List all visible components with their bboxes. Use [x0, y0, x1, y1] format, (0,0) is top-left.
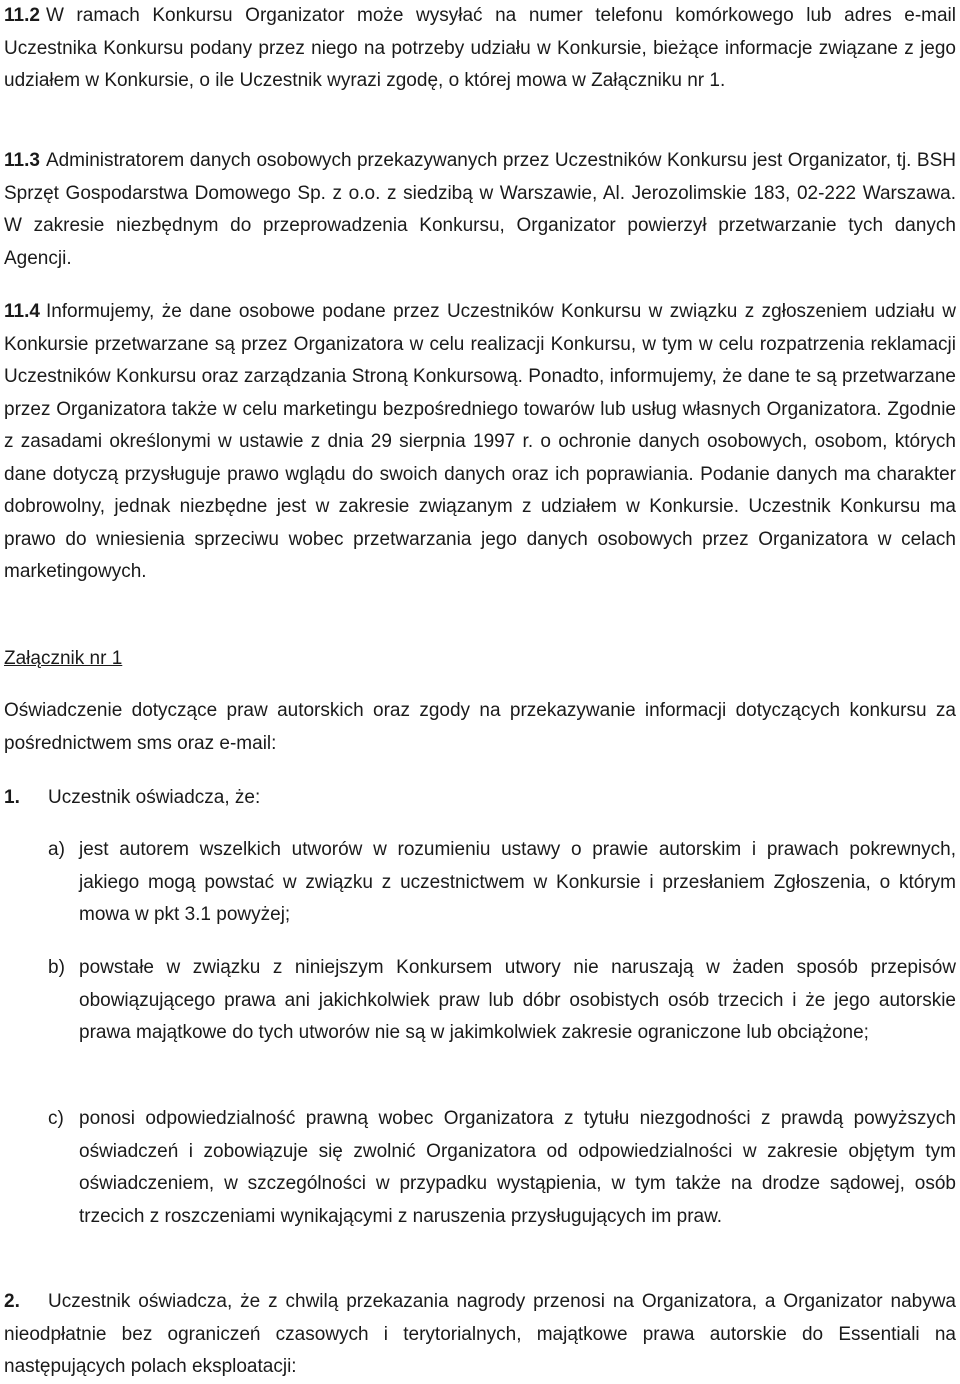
list-marker: a)	[48, 839, 65, 860]
section-text: Informujemy, że dane osobowe podane przez Uczestników Konkursu w związku z zgłoszeniem udziału w Konkursie przetwarzane są przez Organizatora w celu realizacji Konkursu, w tym w celu rozpatrzenia reklamacji Uczestników Konkursu oraz zarządzania Stroną Konkursową. Ponadto, informujemy, że dane te są przetwarzane przez Organizatora także w celu marketingu bezpośredniego towarów lub usług własnych Organizatora. Zgodnie z zasadami określonymi w ustawie z dnia 29 sierpnia 1997 r. o ochronie danych osobowych, osobom, których dane dotyczą przysługuje prawo wglądu do swoich danych oraz ich poprawiania. Podanie danych ma charakter dobrowolny, jednak niezbędne jest w zakresie związanym z udziałem w Konkursie. Uczestnik Konkursu ma prawo do wniesienia sprzeciwu wobec przetwarzania jego danych osobowych przez Organizatora w celach marketingowych.	[4, 301, 956, 582]
section-11-4	[4, 296, 956, 589]
section-11-2	[4, 0, 956, 98]
list-item-b	[48, 952, 956, 1050]
point-number: 1.	[4, 787, 20, 808]
annex-title: Załącznik nr 1	[4, 648, 123, 669]
list-item-c	[48, 1103, 956, 1233]
list-item-text: jest autorem wszelkich utworów w rozumieniu ustawy o prawie autorskim i prawach pokrewnych, jakiego mogą powstać w związku z uczestnictwem w Konkursie i przesłaniem Zgłoszenia, o którym mowa w pkt 3.1 powyżej;	[79, 839, 956, 925]
annex-point-1	[4, 782, 956, 815]
section-text: W ramach Konkursu Organizator może wysyłać na numer telefonu komórkowego lub adres e-mail Uczestnika Konkursu podany przez niego na potrzeby udziału w Konkursie, bieżące informacje związane z jego udziałem w Konkursie, o ile Uczestnik wyrazi zgodę, o której mowa w Załączniku nr 1.	[4, 5, 956, 91]
section-text: Administratorem danych osobowych przekazywanych przez Uczestników Konkursu jest Organizator, tj. BSH Sprzęt Gospodarstwa Domowego Sp. z o.o. z siedzibą w Warszawie, Al. Jerozolimskie 183, 02-222 Warszawa. W zakresie niezbędnym do przeprowadzenia Konkursu, Organizator powierzył przetwarzanie tych danych Agencji.	[4, 150, 956, 269]
list-item-a	[48, 834, 956, 932]
section-11-3	[4, 145, 956, 275]
point-number: 2.	[4, 1291, 20, 1312]
annex-intro: Oświadczenie dotyczące praw autorskich oraz zgody na przekazywanie informacji dotyczących konkursu za pośrednictwem sms oraz e-mail:	[4, 700, 956, 754]
annex-point-2	[4, 1286, 956, 1384]
list-item-text: powstałe w związku z niniejszym Konkursem utwory nie naruszają w żaden sposób przepisów obowiązującego prawa ani jakichkolwiek praw lub dóbr osobistych osób trzecich i że jego autorskie prawa majątkowe do tych utworów nie są w jakimkolwiek zakresie ograniczone lub obciążone;	[79, 957, 956, 1043]
point-text: Uczestnik oświadcza, że z chwilą przekazania nagrody przenosi na Organizatora, a Organizator nabywa nieodpłatnie bez ograniczeń czasowych i terytorialnych, majątkowe prawa autorskie do Essentiali na następujących polach eksploatacji:	[4, 1291, 956, 1377]
section-number: 11.4	[4, 301, 40, 322]
section-number: 11.2	[4, 5, 40, 26]
section-number: 11.3	[4, 150, 40, 171]
list-marker: b)	[48, 957, 65, 978]
point-text: Uczestnik oświadcza, że:	[48, 787, 261, 808]
list-marker: c)	[48, 1108, 64, 1129]
list-item-text: ponosi odpowiedzialność prawną wobec Organizatora z tytułu niezgodności z prawdą powyższych oświadczeń i zobowiązuje się zwolnić Organizatora od odpowiedzialności w zakresie objętym tym oświadczeniem, w szczególności w przypadku wystąpienia, w tym także na drodze sądowej, osób trzecich z roszczeniami wynikającymi z naruszenia przysługujących im praw.	[79, 1108, 956, 1227]
